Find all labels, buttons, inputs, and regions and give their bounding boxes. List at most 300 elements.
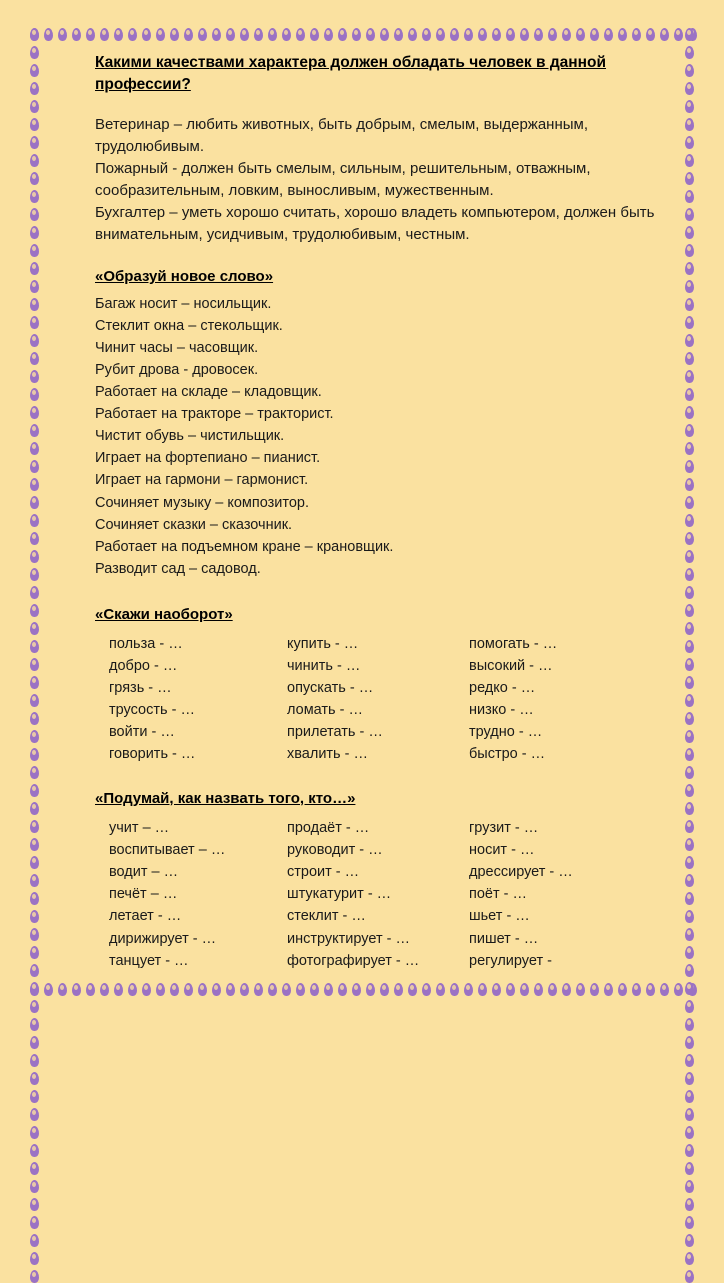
who-does-item: учит – … xyxy=(109,819,170,836)
question-section xyxy=(95,52,675,246)
balloon-blob-icon xyxy=(30,1108,39,1121)
balloon-blob-icon xyxy=(156,983,165,996)
balloon-blob-icon xyxy=(30,568,39,581)
balloon-blob-icon xyxy=(30,64,39,77)
new-word-item: Работает на тракторе – тракторист. xyxy=(95,406,334,423)
balloon-blob-icon xyxy=(685,1054,694,1067)
balloon-blob-icon xyxy=(30,28,39,41)
balloon-blob-icon xyxy=(685,226,694,239)
balloon-blob-icon xyxy=(685,856,694,869)
balloon-blob-icon xyxy=(548,28,557,41)
who-does-item: дрессирует - … xyxy=(469,864,573,880)
balloon-blob-icon xyxy=(30,514,39,527)
balloon-blob-icon xyxy=(30,154,39,167)
who-does-item: грузит - … xyxy=(469,819,539,836)
balloon-blob-icon xyxy=(685,244,694,257)
balloon-blob-icon xyxy=(685,118,694,131)
balloon-blob-icon xyxy=(100,983,109,996)
balloon-blob-icon xyxy=(338,983,347,996)
question-answers xyxy=(95,114,675,246)
balloon-blob-icon xyxy=(685,892,694,905)
antonyms-columns xyxy=(95,633,675,766)
balloon-blob-icon xyxy=(576,983,585,996)
balloon-blob-icon xyxy=(436,28,445,41)
balloon-blob-icon xyxy=(685,208,694,221)
balloon-blob-icon xyxy=(338,28,347,41)
balloon-blob-icon xyxy=(422,983,431,996)
balloon-blob-icon xyxy=(685,964,694,977)
balloon-blob-icon xyxy=(685,1000,694,1013)
antonym-item: трудно - … xyxy=(469,724,543,741)
balloon-blob-icon xyxy=(30,532,39,545)
who-does-item: строит - … xyxy=(287,864,360,880)
balloon-blob-icon xyxy=(30,748,39,761)
who-does-item: летает - … xyxy=(109,908,182,925)
balloon-blob-icon xyxy=(30,478,39,491)
balloon-blob-icon xyxy=(30,208,39,221)
balloon-blob-icon xyxy=(30,946,39,959)
border-column-right xyxy=(685,28,694,1283)
balloon-blob-icon xyxy=(30,172,39,185)
balloon-blob-icon xyxy=(30,604,39,617)
balloon-blob-icon xyxy=(685,1216,694,1229)
balloon-blob-icon xyxy=(685,1234,694,1247)
balloon-blob-icon xyxy=(685,748,694,761)
balloon-blob-icon xyxy=(685,316,694,329)
balloon-blob-icon xyxy=(685,874,694,887)
balloon-blob-icon xyxy=(685,766,694,779)
balloon-blob-icon xyxy=(685,928,694,941)
balloon-blob-icon xyxy=(30,190,39,203)
antonym-item: опускать - … xyxy=(287,679,374,696)
balloon-blob-icon xyxy=(674,28,683,41)
balloon-blob-icon xyxy=(240,983,249,996)
balloon-blob-icon xyxy=(408,983,417,996)
balloon-blob-icon xyxy=(30,1036,39,1049)
balloon-blob-icon xyxy=(685,694,694,707)
balloon-blob-icon xyxy=(30,496,39,509)
balloon-blob-icon xyxy=(685,640,694,653)
border-row-bottom xyxy=(30,983,697,996)
balloon-blob-icon xyxy=(44,28,53,41)
question-heading: Какими качествами характера должен обладать человек в данной профессии? xyxy=(95,54,607,94)
balloon-blob-icon xyxy=(685,820,694,833)
balloon-blob-icon xyxy=(30,1000,39,1013)
worksheet-content xyxy=(95,52,675,972)
who-does-item: воспитывает – … xyxy=(109,841,226,858)
balloon-blob-icon xyxy=(685,982,694,995)
antonym-item: прилетать - … xyxy=(287,724,383,741)
balloon-blob-icon xyxy=(310,28,319,41)
balloon-blob-icon xyxy=(685,1072,694,1085)
balloon-blob-icon xyxy=(30,46,39,59)
balloon-blob-icon xyxy=(30,658,39,671)
balloon-blob-icon xyxy=(660,28,669,41)
balloon-blob-icon xyxy=(685,676,694,689)
balloon-blob-icon xyxy=(685,136,694,149)
balloon-blob-icon xyxy=(198,983,207,996)
who-does-column-2 xyxy=(287,817,469,972)
balloon-blob-icon xyxy=(30,983,39,996)
border-column-left xyxy=(30,28,39,1283)
balloon-blob-icon xyxy=(660,983,669,996)
balloon-blob-icon xyxy=(282,28,291,41)
balloon-blob-icon xyxy=(170,983,179,996)
balloon-blob-icon xyxy=(86,28,95,41)
balloon-blob-icon xyxy=(212,983,221,996)
balloon-blob-icon xyxy=(254,983,263,996)
new-word-item: Играет на фортепиано – пианист. xyxy=(95,450,321,467)
section-who-does xyxy=(95,790,675,972)
balloon-blob-icon xyxy=(30,1072,39,1085)
balloon-blob-icon xyxy=(72,983,81,996)
balloon-blob-icon xyxy=(30,82,39,95)
balloon-blob-icon xyxy=(685,352,694,365)
balloon-blob-icon xyxy=(685,262,694,275)
new-word-item: Сочиняет сказки – сказочник. xyxy=(95,516,293,533)
balloon-blob-icon xyxy=(226,28,235,41)
balloon-blob-icon xyxy=(685,334,694,347)
balloon-blob-icon xyxy=(632,983,641,996)
balloon-blob-icon xyxy=(30,1144,39,1157)
balloon-blob-icon xyxy=(520,983,529,996)
balloon-blob-icon xyxy=(324,28,333,41)
balloon-blob-icon xyxy=(394,28,403,41)
answer-paragraph: Ветеринар – любить животных, быть добрым, смелым, выдержанным, трудолюбивым. xyxy=(95,115,588,155)
balloon-blob-icon xyxy=(685,406,694,419)
balloon-blob-icon xyxy=(674,983,683,996)
balloon-blob-icon xyxy=(380,983,389,996)
balloon-blob-icon xyxy=(30,316,39,329)
balloon-blob-icon xyxy=(30,784,39,797)
balloon-blob-icon xyxy=(30,460,39,473)
antonym-item: говорить - … xyxy=(109,746,196,763)
new-word-item: Работает на подъемном кране – крановщик. xyxy=(95,538,394,555)
balloon-blob-icon xyxy=(478,983,487,996)
balloon-blob-icon xyxy=(268,983,277,996)
balloon-blob-icon xyxy=(30,928,39,941)
who-does-item: водит – … xyxy=(109,864,179,880)
balloon-blob-icon xyxy=(590,983,599,996)
antonyms-column-3 xyxy=(469,633,659,766)
balloon-blob-icon xyxy=(685,1036,694,1049)
balloon-blob-icon xyxy=(685,172,694,185)
new-word-item: Чинит часы – часовщик. xyxy=(95,340,259,357)
who-does-item: фотографирует - … xyxy=(287,952,420,969)
balloon-blob-icon xyxy=(268,28,277,41)
who-does-item: руководит - … xyxy=(287,841,383,858)
balloon-blob-icon xyxy=(282,983,291,996)
balloon-blob-icon xyxy=(685,424,694,437)
balloon-blob-icon xyxy=(394,983,403,996)
balloon-blob-icon xyxy=(296,983,305,996)
balloon-blob-icon xyxy=(436,983,445,996)
balloon-blob-icon xyxy=(352,28,361,41)
balloon-blob-icon xyxy=(534,983,543,996)
balloon-blob-icon xyxy=(254,28,263,41)
antonym-item: войти - … xyxy=(109,724,175,741)
balloon-blob-icon xyxy=(30,388,39,401)
balloon-blob-icon xyxy=(198,28,207,41)
section-antonyms-title: «Скажи наоборот» xyxy=(95,605,233,623)
balloon-blob-icon xyxy=(226,983,235,996)
balloon-blob-icon xyxy=(685,64,694,77)
section-who-does-title: «Подумай, как назвать того, кто…» xyxy=(95,789,356,807)
balloon-blob-icon xyxy=(30,874,39,887)
who-does-item: поёт - … xyxy=(469,886,528,903)
balloon-blob-icon xyxy=(30,1054,39,1067)
balloon-blob-icon xyxy=(492,28,501,41)
balloon-blob-icon xyxy=(548,983,557,996)
balloon-blob-icon xyxy=(685,784,694,797)
balloon-blob-icon xyxy=(618,28,627,41)
balloon-blob-icon xyxy=(632,28,641,41)
who-does-item: носит - … xyxy=(469,841,535,858)
who-does-item: танцует - … xyxy=(109,952,189,969)
balloon-blob-icon xyxy=(30,100,39,113)
balloon-blob-icon xyxy=(30,730,39,743)
balloon-blob-icon xyxy=(646,28,655,41)
balloon-blob-icon xyxy=(296,28,305,41)
balloon-blob-icon xyxy=(685,1108,694,1121)
balloon-blob-icon xyxy=(685,28,694,41)
balloon-blob-icon xyxy=(30,838,39,851)
balloon-blob-icon xyxy=(685,1180,694,1193)
balloon-blob-icon xyxy=(506,28,515,41)
balloon-blob-icon xyxy=(100,28,109,41)
balloon-blob-icon xyxy=(30,1270,39,1283)
balloon-blob-icon xyxy=(30,1252,39,1265)
antonym-item: польза - … xyxy=(109,635,183,652)
balloon-blob-icon xyxy=(212,28,221,41)
who-does-column-1 xyxy=(109,817,287,972)
balloon-blob-icon xyxy=(30,856,39,869)
antonym-item: редко - … xyxy=(469,679,536,696)
balloon-blob-icon xyxy=(685,658,694,671)
new-word-list xyxy=(95,293,675,579)
balloon-blob-icon xyxy=(646,983,655,996)
balloon-blob-icon xyxy=(685,550,694,563)
balloon-blob-icon xyxy=(685,1090,694,1103)
balloon-blob-icon xyxy=(142,983,151,996)
balloon-blob-icon xyxy=(450,983,459,996)
new-word-item: Багаж носит – носильщик. xyxy=(95,296,272,313)
balloon-blob-icon xyxy=(30,298,39,311)
balloon-blob-icon xyxy=(240,28,249,41)
balloon-blob-icon xyxy=(86,983,95,996)
who-does-item: пишет - … xyxy=(469,930,539,947)
balloon-blob-icon xyxy=(685,532,694,545)
balloon-blob-icon xyxy=(366,28,375,41)
balloon-blob-icon xyxy=(30,1180,39,1193)
balloon-blob-icon xyxy=(590,28,599,41)
balloon-blob-icon xyxy=(30,820,39,833)
new-word-item: Работает на складе – кладовщик. xyxy=(95,384,322,401)
new-word-item: Стеклит окна – стекольщик. xyxy=(95,318,283,335)
antonym-item: высокий - … xyxy=(469,657,553,674)
new-word-item: Рубит дрова - дровосек. xyxy=(95,362,259,379)
balloon-blob-icon xyxy=(58,28,67,41)
balloon-blob-icon xyxy=(324,983,333,996)
balloon-blob-icon xyxy=(685,910,694,923)
antonym-item: помогать - … xyxy=(469,635,558,652)
balloon-blob-icon xyxy=(492,983,501,996)
border-row-top xyxy=(30,28,697,41)
balloon-blob-icon xyxy=(30,586,39,599)
balloon-blob-icon xyxy=(30,406,39,419)
balloon-blob-icon xyxy=(142,28,151,41)
antonyms-column-2 xyxy=(287,633,469,766)
balloon-blob-icon xyxy=(464,28,473,41)
balloon-blob-icon xyxy=(128,28,137,41)
balloon-blob-icon xyxy=(184,28,193,41)
balloon-blob-icon xyxy=(366,983,375,996)
who-does-item: регулирует - xyxy=(469,952,552,969)
who-does-item: инструктирует - … xyxy=(287,930,410,947)
balloon-blob-icon xyxy=(685,1252,694,1265)
balloon-blob-icon xyxy=(688,28,697,41)
balloon-blob-icon xyxy=(562,983,571,996)
balloon-blob-icon xyxy=(114,28,123,41)
antonym-item: грязь - … xyxy=(109,679,172,696)
balloon-blob-icon xyxy=(685,514,694,527)
antonym-item: низко - … xyxy=(469,702,534,719)
balloon-blob-icon xyxy=(156,28,165,41)
who-does-item: шьет - … xyxy=(469,908,530,925)
balloon-blob-icon xyxy=(44,983,53,996)
balloon-blob-icon xyxy=(685,712,694,725)
balloon-blob-icon xyxy=(685,496,694,509)
balloon-blob-icon xyxy=(685,82,694,95)
balloon-blob-icon xyxy=(520,28,529,41)
balloon-blob-icon xyxy=(30,136,39,149)
balloon-blob-icon xyxy=(685,46,694,59)
balloon-blob-icon xyxy=(30,352,39,365)
balloon-blob-icon xyxy=(380,28,389,41)
new-word-item: Играет на гармони – гармонист. xyxy=(95,472,309,489)
balloon-blob-icon xyxy=(30,640,39,653)
antonym-item: купить - … xyxy=(287,635,359,652)
balloon-blob-icon xyxy=(604,28,613,41)
balloon-blob-icon xyxy=(506,983,515,996)
balloon-blob-icon xyxy=(685,622,694,635)
balloon-blob-icon xyxy=(30,370,39,383)
balloon-blob-icon xyxy=(618,983,627,996)
balloon-blob-icon xyxy=(30,964,39,977)
balloon-blob-icon xyxy=(30,424,39,437)
antonym-item: ломать - … xyxy=(287,702,363,719)
balloon-blob-icon xyxy=(30,262,39,275)
section-new-word xyxy=(95,268,675,579)
balloon-blob-icon xyxy=(30,802,39,815)
who-does-column-3 xyxy=(469,817,659,972)
balloon-blob-icon xyxy=(30,226,39,239)
who-does-item: дирижирует - … xyxy=(109,930,217,947)
who-does-columns xyxy=(95,817,675,972)
balloon-blob-icon xyxy=(30,1198,39,1211)
balloon-blob-icon xyxy=(685,1018,694,1031)
who-does-item: продаёт - … xyxy=(287,819,370,836)
balloon-blob-icon xyxy=(352,983,361,996)
balloon-blob-icon xyxy=(685,190,694,203)
balloon-blob-icon xyxy=(685,730,694,743)
balloon-blob-icon xyxy=(685,1270,694,1283)
balloon-blob-icon xyxy=(685,298,694,311)
antonym-item: хвалить - … xyxy=(287,746,368,763)
balloon-blob-icon xyxy=(30,1126,39,1139)
antonym-item: быстро - … xyxy=(469,746,546,763)
balloon-blob-icon xyxy=(685,154,694,167)
balloon-blob-icon xyxy=(30,982,39,995)
new-word-item: Разводит сад – садовод. xyxy=(95,560,261,577)
balloon-blob-icon xyxy=(685,1144,694,1157)
balloon-blob-icon xyxy=(114,983,123,996)
balloon-blob-icon xyxy=(30,118,39,131)
balloon-blob-icon xyxy=(685,838,694,851)
balloon-blob-icon xyxy=(534,28,543,41)
balloon-blob-icon xyxy=(30,1234,39,1247)
antonyms-column-1 xyxy=(109,633,287,766)
balloon-blob-icon xyxy=(30,28,39,41)
antonym-item: трусость - … xyxy=(109,702,195,719)
balloon-blob-icon xyxy=(422,28,431,41)
balloon-blob-icon xyxy=(685,442,694,455)
balloon-blob-icon xyxy=(30,1216,39,1229)
balloon-blob-icon xyxy=(685,460,694,473)
balloon-blob-icon xyxy=(685,1162,694,1175)
balloon-blob-icon xyxy=(450,28,459,41)
antonym-item: чинить - … xyxy=(287,657,361,674)
balloon-blob-icon xyxy=(30,1162,39,1175)
balloon-blob-icon xyxy=(685,1198,694,1211)
section-new-word-title: «Образуй новое слово» xyxy=(95,268,274,286)
balloon-blob-icon xyxy=(685,478,694,491)
balloon-blob-icon xyxy=(128,983,137,996)
balloon-blob-icon xyxy=(30,766,39,779)
antonym-item: добро - … xyxy=(109,657,178,674)
balloon-blob-icon xyxy=(478,28,487,41)
section-antonyms xyxy=(95,606,675,766)
balloon-blob-icon xyxy=(685,100,694,113)
balloon-blob-icon xyxy=(30,676,39,689)
balloon-blob-icon xyxy=(685,568,694,581)
balloon-blob-icon xyxy=(30,280,39,293)
balloon-blob-icon xyxy=(562,28,571,41)
balloon-blob-icon xyxy=(30,1090,39,1103)
answer-paragraph: Бухгалтер – уметь хорошо считать, хорошо владеть компьютером, должен быть внимательным, усидчивым, трудолюбивым, честным. xyxy=(95,204,655,244)
balloon-blob-icon xyxy=(170,28,179,41)
balloon-blob-icon xyxy=(30,892,39,905)
balloon-blob-icon xyxy=(685,388,694,401)
balloon-blob-icon xyxy=(30,1018,39,1031)
new-word-item: Сочиняет музыку – композитор. xyxy=(95,494,309,511)
who-does-item: штукатурит - … xyxy=(287,886,392,903)
balloon-blob-icon xyxy=(685,604,694,617)
new-word-item: Чистит обувь – чистильщик. xyxy=(95,428,285,445)
who-does-item: стеклит - … xyxy=(287,908,366,925)
balloon-blob-icon xyxy=(310,983,319,996)
balloon-blob-icon xyxy=(685,370,694,383)
answer-paragraph: Пожарный - должен быть смелым, сильным, решительным, отважным, сообразительным, ловким, выносливым, мужественным. xyxy=(95,160,591,200)
balloon-blob-icon xyxy=(72,28,81,41)
balloon-blob-icon xyxy=(685,280,694,293)
balloon-blob-icon xyxy=(30,550,39,563)
balloon-blob-icon xyxy=(184,983,193,996)
balloon-blob-icon xyxy=(30,712,39,725)
balloon-blob-icon xyxy=(685,802,694,815)
balloon-blob-icon xyxy=(30,694,39,707)
balloon-blob-icon xyxy=(688,983,697,996)
